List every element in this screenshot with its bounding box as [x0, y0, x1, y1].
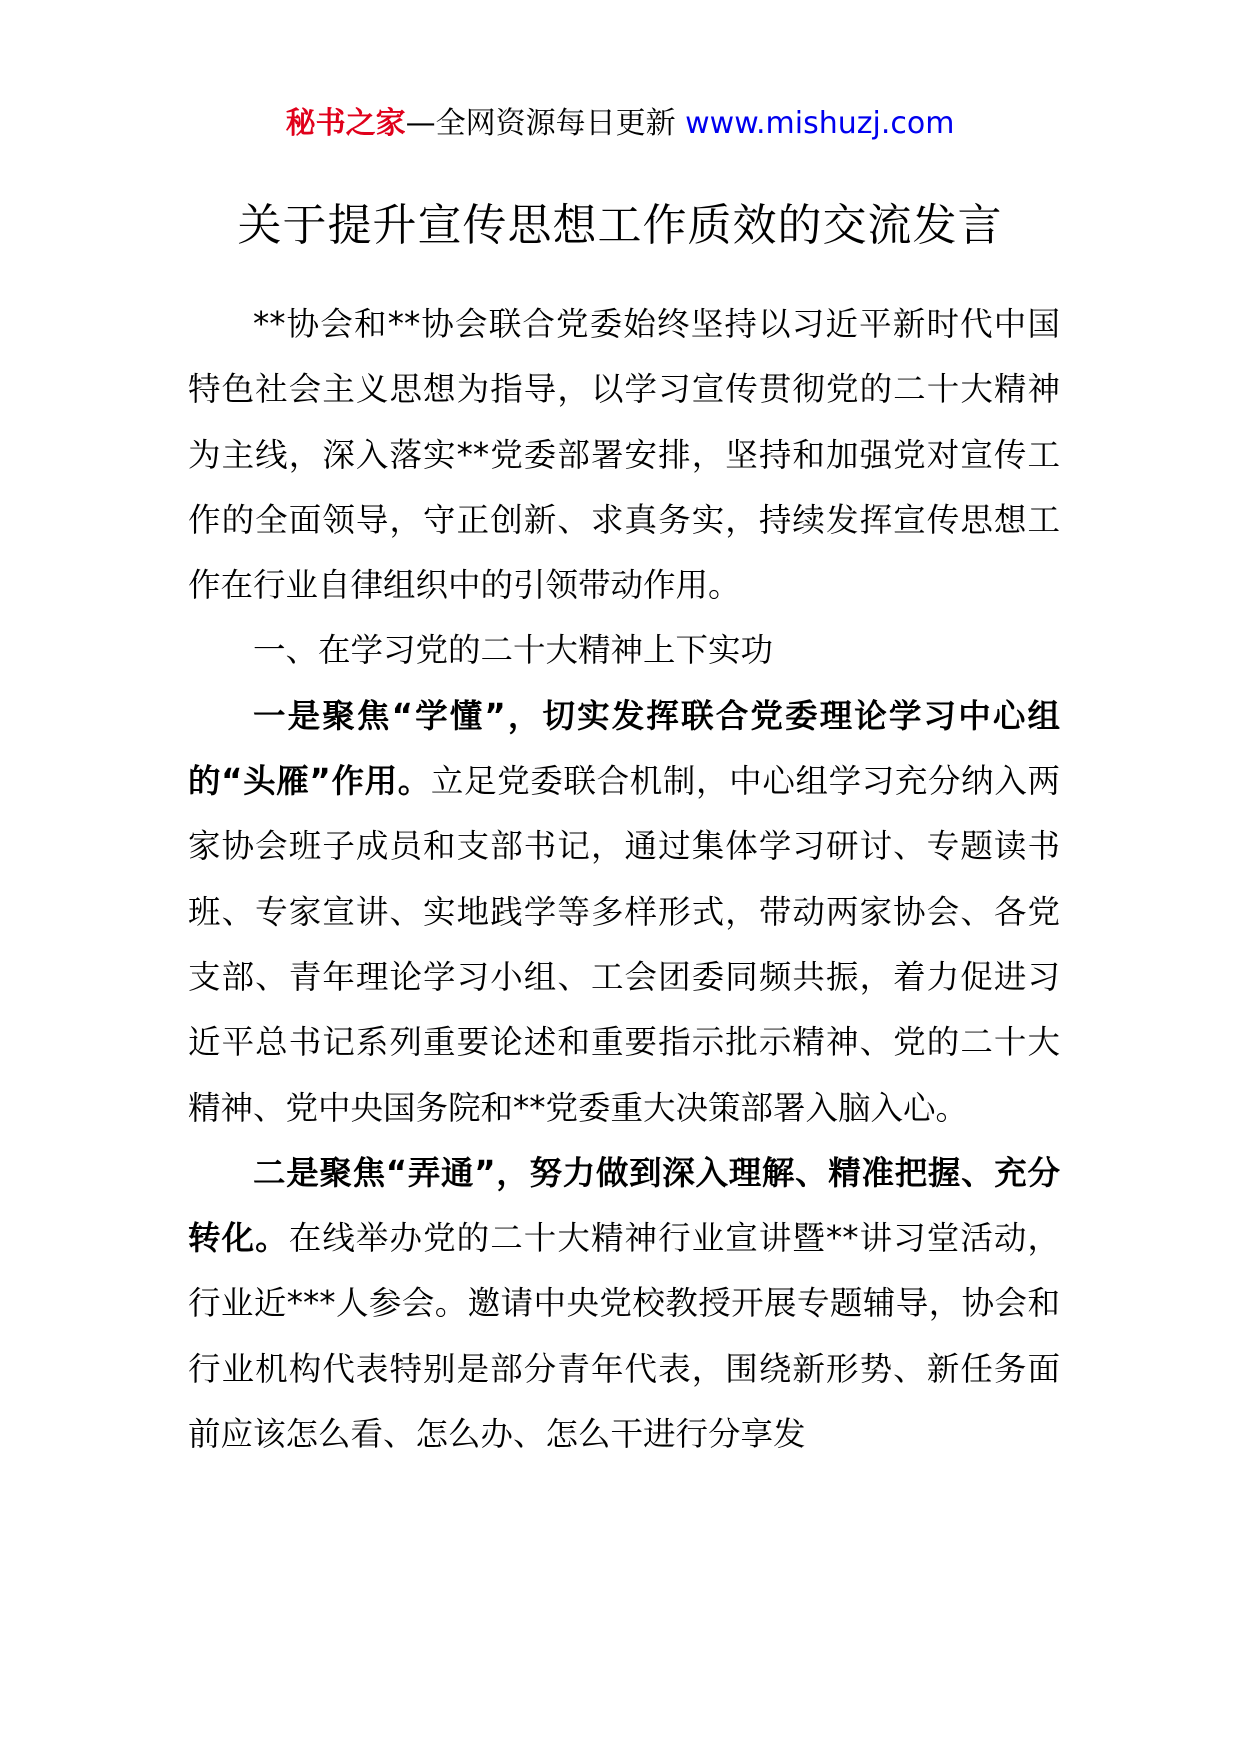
- point-1-paragraph: [188, 684, 1060, 1141]
- point-1-body: 立足党委联合机制，中心组学习充分纳入两家协会班子成员和支部书记，通过集体学习研讨、专题读书班、专家宣讲、实地践学等多样形式，带动两家协会、各党支部、青年理论学习小组、工会团委同频共振，着力促进习近平总书记系列重要论述和重要指示批示精神、党的二十大精神、党中央国务院和**党委重大决策部署入脑入心。: [188, 762, 1060, 1127]
- document-title: 关于提升宣传思想工作质效的交流发言: [237, 200, 1003, 251]
- point-2-paragraph: [188, 1141, 1060, 1467]
- site-header: [0, 100, 1240, 148]
- document-body: [188, 292, 1060, 1467]
- brand-name: 秘书之家: [285, 106, 406, 141]
- point-1-lead: 一是聚焦“学懂”，切实发挥联合党委理论学习中心组的“头雁”作用。: [188, 696, 1060, 801]
- point-2-body: 在线举办党的二十大精神行业宣讲暨**讲习堂活动，行业近***人参会。邀请中央党校教授开展专题辅导，协会和行业机构代表特别是部分青年代表，围绕新形势、新任务面前应该怎么看、怎么办、怎么干进行分享发: [188, 1219, 1060, 1454]
- section-heading-1: 一、在学习党的二十大精神上下实功: [253, 631, 774, 670]
- header-tagline: —全网资源每日更新: [405, 106, 686, 141]
- intro-paragraph: **协会和**协会联合党委始终坚持以习近平新时代中国特色社会主义思想为指导，以学习宣传贯彻党的二十大精神为主线，深入落实**党委部署安排，坚持和加强党对宣传工作的全面领导，守正创新、求真务实，持续发挥宣传思想工作在行业自律组织中的引领带动作用。: [188, 305, 1060, 605]
- site-url-link[interactable]: www.mishuzj.com: [685, 106, 955, 141]
- point-2-lead: 二是聚焦“弄通”，努力做到深入理解、精准把握、充分转化。: [188, 1153, 1060, 1258]
